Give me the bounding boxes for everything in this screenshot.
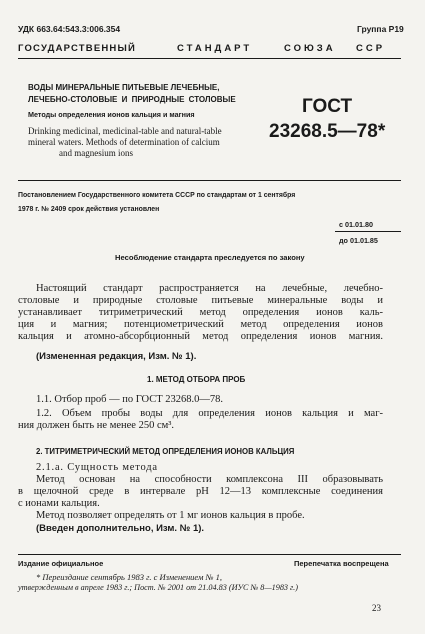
standard-word-1: ГОСУДАРСТВЕННЫЙ bbox=[18, 43, 137, 54]
footnote-line2: утвержденным в апреле 1983 г.; Пост. № 2001 от 21.04.83 (ИУС № 8—1983 г.) bbox=[18, 583, 298, 592]
official-edition: Издание официальное bbox=[18, 559, 104, 568]
title-ru-line2: ЛЕЧЕБНО-СТОЛОВЫЕ И ПРИРОДНЫЕ СТОЛОВЫЕ bbox=[28, 95, 236, 104]
section2-p1-line1: Метод основан на способности комплексона III образовывать bbox=[36, 474, 383, 485]
validity-to: до 01.01.85 bbox=[339, 236, 378, 245]
intro-line-1: Настоящий стандарт распространяется на лечебные, лечебно- bbox=[36, 283, 383, 294]
page-number: 23 bbox=[372, 603, 381, 613]
reprint-forbidden: Перепечатка воспрещена bbox=[294, 559, 389, 568]
section2-added-note: (Введен дополнительно, Изм. № 1). bbox=[36, 523, 205, 534]
title-rule bbox=[18, 180, 401, 181]
header-rule bbox=[18, 58, 401, 59]
group-code: Группа Р19 bbox=[357, 24, 404, 34]
standard-word-4: ССР bbox=[356, 43, 386, 54]
section2-p1-line3: с ионами кальция. bbox=[18, 498, 100, 509]
decree-line2: 1978 г. № 2409 срок действия установлен bbox=[18, 206, 160, 213]
legal-notice: Несоблюдение стандарта преследуется по закону bbox=[115, 253, 305, 262]
section2-subheading: 2.1.а. Сущность метода bbox=[36, 462, 158, 473]
section2-p1-line2: в щелочной среде в интервале pH 12—13 комплексные соединения bbox=[18, 486, 383, 497]
gost-number: 23268.5—78* bbox=[269, 121, 386, 142]
decree-line1: Постановлением Государственного комитета СССР по стандартам от 1 сентября bbox=[18, 192, 296, 199]
footer-rule bbox=[18, 554, 401, 555]
title-ru-subtitle: Методы определения ионов кальция и магния bbox=[28, 110, 195, 119]
gost-label: ГОСТ bbox=[302, 96, 353, 117]
section1-p2-line1: 1.2. Объем пробы воды для определения ионов кальция и маг- bbox=[36, 408, 383, 419]
standard-word-2: СТАНДАРТ bbox=[177, 43, 253, 54]
title-en-line2: mineral waters. Methods of determination of calcium bbox=[28, 137, 220, 147]
section1-heading: 1. МЕТОД ОТБОРА ПРОБ bbox=[147, 375, 246, 384]
section2-p2: Метод позволяет определять от 1 мг ионов кальция в пробе. bbox=[36, 510, 305, 521]
section2-heading: 2. ТИТРИМЕТРИЧЕСКИЙ МЕТОД ОПРЕДЕЛЕНИЯ ИОНОВ КАЛЬЦИЯ bbox=[36, 447, 295, 456]
validity-from: с 01.01.80 bbox=[339, 220, 373, 229]
intro-line-5: кальция и атомно-абсорбционный метод определения ионов магния. bbox=[18, 331, 383, 342]
intro-edition-note: (Измененная редакция, Изм. № 1). bbox=[36, 351, 197, 362]
title-en-line1: Drinking medicinal, medicinal-table and natural-table bbox=[28, 126, 222, 136]
title-en-line3: and magnesium ions bbox=[59, 148, 133, 158]
section1-p2-line2: ния должен быть не менее 250 см³. bbox=[18, 420, 175, 431]
udk-code: УДК 663.64:543.3:006.354 bbox=[18, 24, 121, 34]
intro-line-2: столовые и природные столовые питьевые минеральные воды и bbox=[18, 295, 383, 306]
validity-rule bbox=[335, 231, 401, 232]
intro-line-3: устанавливает титриметрический метод определения ионов каль- bbox=[18, 307, 383, 318]
section1-p1: 1.1. Отбор проб — по ГОСТ 23268.0—78. bbox=[36, 394, 224, 405]
footnote-line1: * Переиздание сентябрь 1983 г. с Изменением № 1, bbox=[36, 572, 223, 582]
title-ru-line1: ВОДЫ МИНЕРАЛЬНЫЕ ПИТЬЕВЫЕ ЛЕЧЕБНЫЕ, bbox=[28, 83, 220, 92]
intro-line-4: ция и магния; потенциометрический метод определения ионов bbox=[18, 319, 383, 330]
standard-word-3: СОЮЗА bbox=[284, 43, 336, 54]
